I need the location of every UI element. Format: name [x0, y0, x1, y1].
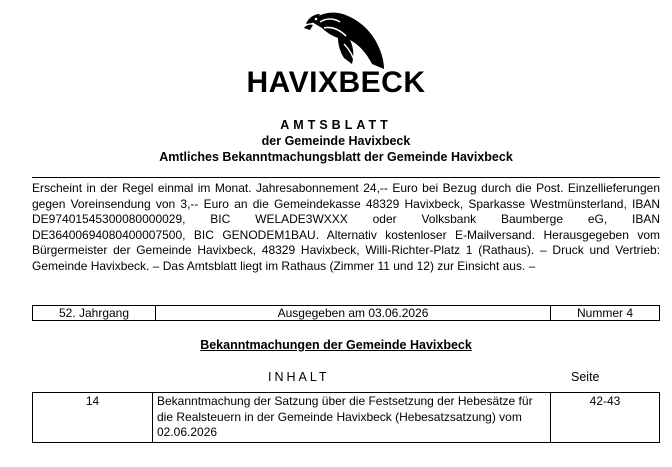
section-title: Bekanntmachungen der Gemeinde Havixbeck: [200, 338, 472, 352]
page-column-label: Seite: [571, 370, 600, 384]
brand-wordmark: HAVIXBECK: [246, 66, 426, 99]
issue-number-cell: Nummer 4: [576, 306, 633, 320]
volume-cell: 52. Jahrgang: [33, 306, 156, 320]
contents-number: 14: [33, 393, 153, 442]
contents-row: [32, 392, 660, 443]
doc-subtitle: der Gemeinde Havixbeck: [261, 134, 411, 148]
doc-description: Amtliches Bekanntmachungsblatt der Gemeinde Havixbeck: [159, 150, 513, 164]
hawk-icon: [300, 8, 390, 70]
doc-title: AMTSBLATT: [280, 118, 392, 132]
divider: [32, 177, 660, 178]
issue-info-table: [32, 305, 660, 321]
contents-pages: 42-43: [589, 394, 621, 408]
contents-label: INHALT: [268, 370, 330, 384]
contents-title: Bekanntmachung der Satzung über die Festsetzung der Hebesätze für die Realsteuern in der Gemeinde Havixbeck (Hebesatzsatzung) vom 02.06.2026: [153, 393, 551, 442]
publication-info: Erscheint in der Regel einmal im Monat. Jahresabonnement 24,-- Euro bei Bezug durch die Post. Einzellieferungen gegen Voreinsendung von 3,-- Euro an die Gemeindekasse 48329 Havixbeck, Sparkasse Westmünsterland, IBAN DE97401545300080000029, BIC WELADE3WXXX oder Volksbank Baumberge eG, IBAN DE36400694080400007500, BIC GENODEM1BAU. Alternativ kostenloser E-Mailversand. Herausgegeben vom Bürgermeister der Gemeinde Havixbeck, 48329 Havixbeck, Willi-Richter-Platz 1 (Rathaus). – Druck und Vertrieb: Gemeinde Havixbeck. – Das Amtsblatt liegt im Rathaus (Zimmer 11 und 12) zur Einsicht aus. –: [32, 181, 660, 273]
issue-date-cell: Ausgegeben am 03.06.2026: [156, 306, 551, 320]
